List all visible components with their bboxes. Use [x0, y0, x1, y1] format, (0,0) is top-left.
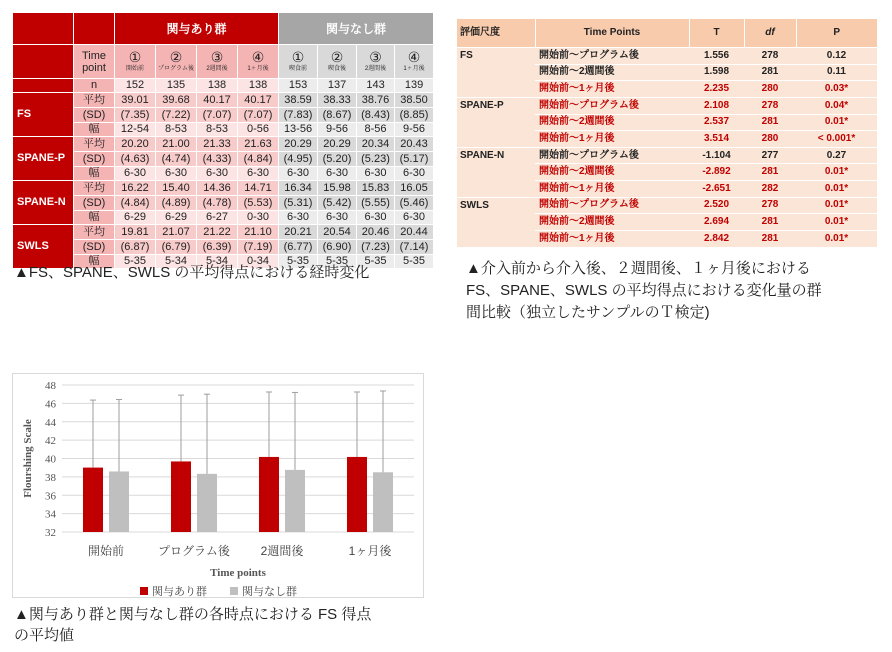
- stat-cell: 6-30: [279, 211, 318, 225]
- stat-cell: (4.78): [197, 196, 238, 211]
- p-value: 0.12: [796, 48, 877, 65]
- stat-cell: (4.95): [279, 152, 318, 167]
- df-value: 278: [744, 48, 796, 65]
- stat-cell: (7.19): [238, 240, 279, 255]
- stat-cell: (6.87): [115, 240, 156, 255]
- corner-cell: [13, 79, 74, 93]
- stat-cell: 38.50: [395, 93, 434, 108]
- stat-cell: (4.63): [115, 152, 156, 167]
- stat-cell: 20.46: [357, 225, 395, 240]
- corner-cell: [74, 13, 115, 45]
- df-value: 278: [744, 97, 796, 114]
- stat-cell: 38.33: [318, 93, 357, 108]
- timepoint-cell: 開始前～2週間後: [535, 214, 689, 231]
- stat-cell: (5.46): [395, 196, 434, 211]
- p-value: 0.11: [796, 64, 877, 81]
- ttest-table: [457, 19, 877, 247]
- caption-table1: ▲FS、SPANE、SWLS の平均得点における経時変化: [14, 264, 370, 281]
- n-cell: 135: [156, 79, 197, 93]
- scale-name: FS: [457, 48, 535, 98]
- x-tick-label: 2週間後: [260, 544, 304, 558]
- stat-cell: 5-35: [357, 255, 395, 269]
- caption-chart: [14, 604, 371, 646]
- timepoint-cell: 開始前～2週間後: [535, 64, 689, 81]
- x-tick-label: 開始前: [87, 544, 125, 558]
- p-value: < 0.001*: [796, 131, 877, 148]
- x-tick-label: プログラム後: [158, 544, 230, 558]
- stat-cell: 8-56: [357, 123, 395, 137]
- header-p: P: [796, 19, 877, 48]
- t-value: 2.108: [689, 97, 744, 114]
- stat-cell: 21.22: [197, 225, 238, 240]
- stat-cell: 9-56: [318, 123, 357, 137]
- timepoint-header: ④ 1ヶ月後: [238, 45, 279, 79]
- group-without-header: 関与なし群: [279, 13, 434, 45]
- stat-cell: 21.63: [238, 137, 279, 152]
- legend-label: 関与なし群: [242, 586, 297, 598]
- stat-cell: (4.89): [156, 196, 197, 211]
- n-cell: 137: [318, 79, 357, 93]
- scale-label: FS: [13, 93, 74, 137]
- y-tick-label: 38: [45, 471, 56, 484]
- stat-cell: 15.83: [357, 181, 395, 196]
- t-value: 1.598: [689, 64, 744, 81]
- p-value: 0.01*: [796, 164, 877, 181]
- scale-label: SPANE-P: [13, 137, 74, 181]
- timepoint-header: ② プログラム後: [156, 45, 197, 79]
- stat-cell: 6-30: [318, 167, 357, 181]
- caption-line: の平均値: [14, 627, 75, 644]
- stat-cell: 6-27: [197, 211, 238, 225]
- scale-name: SWLS: [457, 197, 535, 247]
- timepoint-cell: 開始前～プログラム後: [535, 48, 689, 65]
- stat-cell: (7.22): [156, 108, 197, 123]
- p-value: 0.01*: [796, 197, 877, 214]
- stat-cell: 13-56: [279, 123, 318, 137]
- stat-cell: (7.14): [395, 240, 434, 255]
- stat-cell: 38.76: [357, 93, 395, 108]
- stat-cell: (8.43): [357, 108, 395, 123]
- y-tick-label: 42: [45, 435, 56, 448]
- caption-line: ▲介入前から介入後、２週間後、１ヶ月後における: [466, 260, 811, 277]
- stat-cell: 20.54: [318, 225, 357, 240]
- stat-cell: (4.84): [238, 152, 279, 167]
- n-cell: 152: [115, 79, 156, 93]
- corner-cell: [13, 45, 74, 79]
- stat-cell: (7.07): [238, 108, 279, 123]
- p-value: 0.27: [796, 147, 877, 164]
- stat-label: 平均: [74, 137, 115, 152]
- stat-label: 幅: [74, 123, 115, 137]
- header-scale: 評価尺度: [457, 19, 535, 48]
- stat-cell: 38.59: [279, 93, 318, 108]
- stat-cell: 20.34: [357, 137, 395, 152]
- bar: [197, 474, 217, 532]
- p-value: 0.01*: [796, 181, 877, 198]
- stat-cell: 20.29: [279, 137, 318, 152]
- stat-cell: (4.74): [156, 152, 197, 167]
- timepoint-cell: 開始前～プログラム後: [535, 197, 689, 214]
- stat-cell: (4.33): [197, 152, 238, 167]
- group-with-header: 関与あり群: [115, 13, 279, 45]
- stat-cell: (7.23): [357, 240, 395, 255]
- stat-cell: 6-30: [115, 167, 156, 181]
- stat-cell: 20.21: [279, 225, 318, 240]
- stat-cell: 6-30: [395, 167, 434, 181]
- stat-cell: 6-30: [238, 167, 279, 181]
- stat-cell: 14.36: [197, 181, 238, 196]
- stat-cell: 6-30: [357, 211, 395, 225]
- timepoint-header: ① 開始前: [115, 45, 156, 79]
- df-value: 282: [744, 181, 796, 198]
- stat-cell: 39.01: [115, 93, 156, 108]
- stat-cell: (6.90): [318, 240, 357, 255]
- y-tick-label: 40: [45, 453, 56, 466]
- stat-label: 幅: [74, 167, 115, 181]
- stat-cell: (7.07): [197, 108, 238, 123]
- stat-cell: (5.42): [318, 196, 357, 211]
- stat-cell: 21.07: [156, 225, 197, 240]
- n-cell: 138: [238, 79, 279, 93]
- stat-cell: 8-53: [156, 123, 197, 137]
- timepoint-cell: 開始前～1ヶ月後: [535, 131, 689, 148]
- bar: [373, 472, 393, 532]
- x-tick-label: 1ヶ月後: [348, 544, 392, 558]
- df-value: 281: [744, 214, 796, 231]
- fs-bar-chart: [12, 373, 424, 598]
- y-tick-label: 34: [45, 508, 56, 521]
- df-value: 277: [744, 147, 796, 164]
- df-value: 281: [744, 114, 796, 131]
- stat-cell: 20.44: [395, 225, 434, 240]
- legend-swatch: [230, 587, 238, 595]
- p-value: 0.01*: [796, 214, 877, 231]
- stat-cell: 20.20: [115, 137, 156, 152]
- n-cell: 143: [357, 79, 395, 93]
- scale-name: SPANE-P: [457, 97, 535, 147]
- timepoint-cell: 開始前～1ヶ月後: [535, 181, 689, 198]
- timepoint-header: ③ 2週間後: [197, 45, 238, 79]
- df-value: 278: [744, 197, 796, 214]
- stat-cell: 0-30: [238, 211, 279, 225]
- stat-cell: (5.17): [395, 152, 434, 167]
- t-value: 2.537: [689, 114, 744, 131]
- timepoint-cell: 開始前～1ヶ月後: [535, 81, 689, 98]
- y-tick-label: 36: [45, 490, 56, 503]
- stat-cell: 0-34: [238, 255, 279, 269]
- timepoint-header: ② 喫食後: [318, 45, 357, 79]
- stat-cell: 12-54: [115, 123, 156, 137]
- p-value: 0.03*: [796, 81, 877, 98]
- t-value: -1.104: [689, 147, 744, 164]
- stat-label: 幅: [74, 211, 115, 225]
- stat-cell: 6-30: [357, 167, 395, 181]
- t-value: 2.694: [689, 214, 744, 231]
- bar: [285, 470, 305, 532]
- header-t: T: [689, 19, 744, 48]
- stat-cell: 16.22: [115, 181, 156, 196]
- stat-cell: 5-35: [395, 255, 434, 269]
- stat-cell: (5.23): [357, 152, 395, 167]
- bar: [259, 457, 279, 532]
- stat-cell: (6.77): [279, 240, 318, 255]
- y-tick-label: 46: [45, 398, 56, 411]
- t-value: 2.520: [689, 197, 744, 214]
- scale-name: SPANE-N: [457, 147, 535, 197]
- p-value: 0.01*: [796, 230, 877, 247]
- stat-cell: 6-29: [115, 211, 156, 225]
- timepoint-cell: 開始前～プログラム後: [535, 147, 689, 164]
- stat-cell: 19.81: [115, 225, 156, 240]
- stat-cell: 8-53: [197, 123, 238, 137]
- timepoint-cell: 開始前～プログラム後: [535, 97, 689, 114]
- df-value: 281: [744, 230, 796, 247]
- header-timepoints: Time Points: [535, 19, 689, 48]
- bar: [171, 461, 191, 532]
- y-tick-label: 44: [45, 416, 56, 429]
- p-value: 0.01*: [796, 114, 877, 131]
- stat-label: 平均: [74, 225, 115, 240]
- df-value: 280: [744, 131, 796, 148]
- n-cell: 138: [197, 79, 238, 93]
- time-point-label: Time point: [74, 45, 115, 79]
- stat-label: (SD): [74, 196, 115, 211]
- stat-cell: (5.20): [318, 152, 357, 167]
- stat-cell: 16.34: [279, 181, 318, 196]
- stat-cell: 40.17: [197, 93, 238, 108]
- y-axis-title: Flourshing Scale: [22, 419, 34, 498]
- stat-cell: (5.31): [279, 196, 318, 211]
- stat-cell: 0-56: [238, 123, 279, 137]
- stat-cell: 6-30: [318, 211, 357, 225]
- caption-line: 間比較（独立したサンプルのＴ検定): [466, 304, 710, 321]
- stat-cell: 21.00: [156, 137, 197, 152]
- df-value: 281: [744, 164, 796, 181]
- y-tick-label: 48: [45, 380, 56, 392]
- stat-cell: 5-34: [156, 255, 197, 269]
- stat-cell: 15.40: [156, 181, 197, 196]
- stat-label: (SD): [74, 108, 115, 123]
- t-value: -2.651: [689, 181, 744, 198]
- y-tick-label: 32: [45, 527, 56, 539]
- stat-label: (SD): [74, 152, 115, 167]
- stat-cell: (6.39): [197, 240, 238, 255]
- t-value: 2.842: [689, 230, 744, 247]
- stat-cell: 5-35: [318, 255, 357, 269]
- bar: [347, 457, 367, 532]
- n-cell: 139: [395, 79, 434, 93]
- stat-cell: (5.55): [357, 196, 395, 211]
- stat-cell: 21.33: [197, 137, 238, 152]
- stat-cell: (5.53): [238, 196, 279, 211]
- stat-cell: (8.67): [318, 108, 357, 123]
- stat-cell: 5-35: [279, 255, 318, 269]
- stat-cell: (7.83): [279, 108, 318, 123]
- df-value: 281: [744, 64, 796, 81]
- ttest-row: [457, 197, 877, 214]
- n-cell: 153: [279, 79, 318, 93]
- p-value: 0.04*: [796, 97, 877, 114]
- df-value: 280: [744, 81, 796, 98]
- timepoint-cell: 開始前～2週間後: [535, 164, 689, 181]
- stat-label: 平均: [74, 93, 115, 108]
- stat-cell: (4.84): [115, 196, 156, 211]
- stat-cell: 6-30: [156, 167, 197, 181]
- n-label: n: [74, 79, 115, 93]
- legend-swatch: [140, 587, 148, 595]
- stat-cell: 6-30: [279, 167, 318, 181]
- timepoint-cell: 開始前～1ヶ月後: [535, 230, 689, 247]
- t-value: 2.235: [689, 81, 744, 98]
- stat-cell: 20.29: [318, 137, 357, 152]
- stat-label: (SD): [74, 240, 115, 255]
- stat-cell: 21.10: [238, 225, 279, 240]
- stat-cell: 15.98: [318, 181, 357, 196]
- t-value: 3.514: [689, 131, 744, 148]
- stat-cell: (6.79): [156, 240, 197, 255]
- ttest-row: [457, 48, 877, 65]
- t-value: -2.892: [689, 164, 744, 181]
- stat-cell: (8.85): [395, 108, 434, 123]
- ttest-row: [457, 97, 877, 114]
- stat-cell: 40.17: [238, 93, 279, 108]
- bar: [83, 468, 103, 532]
- stat-label: 幅: [74, 255, 115, 269]
- caption-table2: [466, 258, 822, 324]
- stat-cell: 5-34: [197, 255, 238, 269]
- legend-label: 関与あり群: [152, 586, 207, 598]
- stat-cell: (7.35): [115, 108, 156, 123]
- scale-label: SPANE-N: [13, 181, 74, 225]
- stat-cell: 9-56: [395, 123, 434, 137]
- stat-cell: 6-30: [197, 167, 238, 181]
- timepoint-header: ① 喫食前: [279, 45, 318, 79]
- stat-cell: 6-29: [156, 211, 197, 225]
- ttest-row: [457, 147, 877, 164]
- descriptive-stats-table: [12, 12, 434, 269]
- bar: [109, 471, 129, 532]
- stat-label: 平均: [74, 181, 115, 196]
- timepoint-header: ③ 2週間後: [357, 45, 395, 79]
- timepoint-header: ④ 1ヶ月後: [395, 45, 434, 79]
- timepoint-cell: 開始前～2週間後: [535, 114, 689, 131]
- header-df: df: [744, 19, 796, 48]
- stat-cell: 5-35: [115, 255, 156, 269]
- stat-cell: 14.71: [238, 181, 279, 196]
- stat-cell: 6-30: [395, 211, 434, 225]
- x-axis-title: Time points: [210, 567, 266, 579]
- stat-cell: 20.43: [395, 137, 434, 152]
- corner-cell: [13, 13, 74, 45]
- scale-label: SWLS: [13, 225, 74, 269]
- t-value: 1.556: [689, 48, 744, 65]
- stat-cell: 39.68: [156, 93, 197, 108]
- caption-line: FS、SPANE、SWLS の平均得点における変化量の群: [466, 282, 822, 299]
- stat-cell: 16.05: [395, 181, 434, 196]
- caption-line: ▲関与あり群と関与なし群の各時点における FS 得点: [14, 606, 372, 623]
